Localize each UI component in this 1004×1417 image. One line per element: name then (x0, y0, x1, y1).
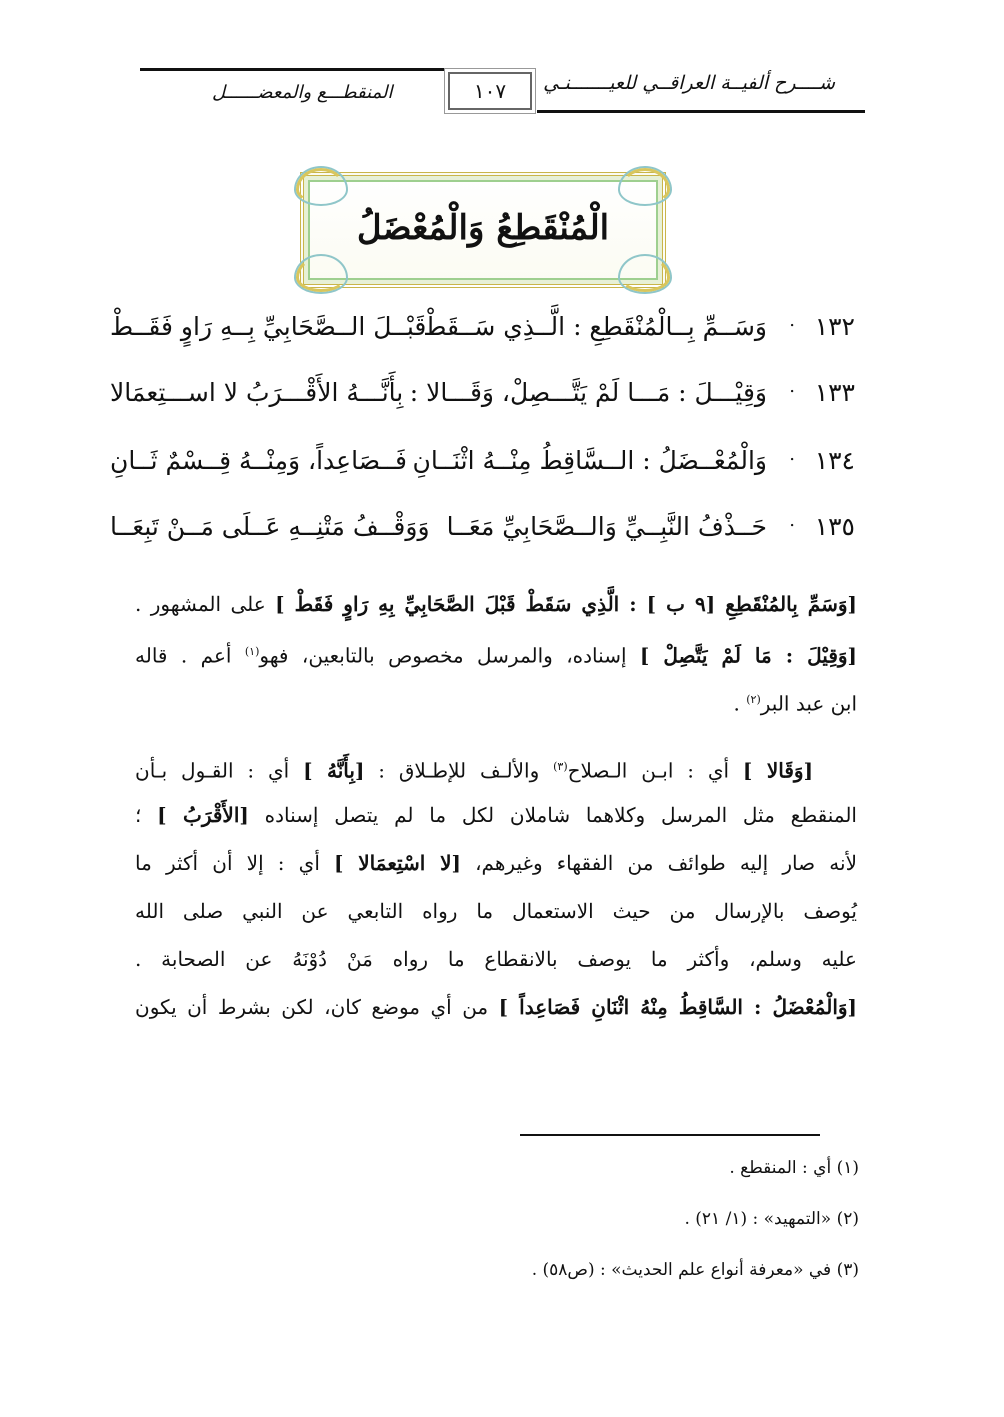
footnote-ref[interactable]: (١) (244, 645, 260, 658)
text-span: من أي موضع كان، لكن بشرط أن يكون (135, 995, 499, 1019)
text-span: أعم . قاله (135, 643, 245, 668)
ornament-icon (296, 256, 346, 292)
verse-hemistich-first: وَقِيْـــلَ : مَـــا لَمْ يَتَّـــصِلْ، وَقَـــالا : (409, 378, 767, 407)
page-number: ١٠٧ (448, 72, 532, 110)
text-line (135, 743, 857, 791)
header-rule-left (140, 68, 445, 71)
verse-dot: . (789, 510, 795, 531)
text-span: ابن عبد البر (760, 691, 857, 716)
text-span: أي : ابـن الـصلاح (567, 758, 743, 783)
text-line (135, 791, 857, 839)
verse-line (110, 378, 855, 418)
chapter-title: المنقطـــع والمعضــــــل (212, 82, 393, 103)
text-span: أي : القـول بـأن (135, 758, 304, 783)
quoted-verse: [لا اسْتِعمَالا ] (334, 851, 461, 875)
quoted-verse: [الأَقْرَبُ ] (157, 803, 249, 827)
quoted-verse: [وَقَالا ] (742, 758, 814, 783)
text-span: إسناده، والمرسل مخصوص بالتابعين، فهو (259, 643, 640, 668)
footnote: (٣) في «معرفة أنواع علم الحديث» : (ص٥٨) . (531, 1260, 859, 1280)
text-line (135, 676, 857, 724)
quoted-verse: [وَسَمِّ بِالمُنْقَطِعِ [٩ ب ] : الَّذِي سَقَطْ قَبْلَ الصَّحَابِيِّ بِهِ رَاوٍ فَقَطْ ] (275, 592, 857, 616)
text-span: . (733, 691, 747, 716)
verse-hemistich-first: حَــذْفُ النَّبِــيِّ وَالــصَّحَابِيِّ مَعَــا (446, 512, 767, 541)
section-title: الْمُنْقَطِعُ وَالْمُعْضَلُ (356, 208, 610, 248)
text-span: المنقطع مثل المرسل وكلاهما شاملان لكل ما لم يتصل إسناده (248, 803, 857, 827)
verse-number: ١٣٢ (814, 312, 855, 341)
verse-hemistich-first: وَالْمُعْــضَلُ : الــسَّاقِطُ مِنْــهُ اثْنَــانِ (412, 446, 767, 475)
text-line (135, 935, 857, 983)
text-line (135, 983, 857, 1031)
text-line (135, 839, 857, 887)
text-span: ؛ (135, 803, 158, 827)
verse-line (110, 512, 855, 552)
verse-hemistich-second: قَبْــلَ الــصَّحَابِيِّ بِــهِ رَاوٍ فَقَــطْ (110, 312, 427, 341)
verse-hemistich-second: فَــصَاعِداً، وَمِنْــهُ قِــسْمٌ ثَــانِ (110, 446, 407, 475)
verse-line (110, 312, 855, 352)
footnote: (١) أي : المنقطع . (729, 1158, 859, 1178)
verse-dot: . (789, 310, 795, 331)
verse-number: ١٣٥ (814, 512, 855, 541)
quoted-verse: [وَالْمُعْضَلُ : السَّاقِطُ مِنْهُ اثْنَانِ فَصَاعِداً ] (498, 995, 857, 1019)
header-rule-right (537, 110, 865, 113)
footnote-ref[interactable]: (٢) (746, 693, 761, 706)
verse-hemistich-second: بِأَنَّـــهُ الأَقْـــرَبُ لا اســـتِعمَالا (110, 378, 404, 407)
verse-hemistich-second: وَوَقْــفُ مَتْنِــهِ عَــلَى مَــنْ تَبِعَــا (110, 512, 430, 541)
footnote-rule (520, 1134, 820, 1136)
commentary-paragraph (135, 580, 857, 724)
text-span: والألـف للإطـلاق : (364, 758, 554, 783)
verse-number: ١٣٤ (814, 446, 855, 475)
verse-number: ١٣٣ (814, 378, 855, 407)
text-span: عليه وسلم، وأكثر ما يوصف بالانقطاع ما رواه مَنْ دُوْنَهُ عن الصحابة . (135, 947, 857, 971)
verse-line (110, 446, 855, 486)
verse-dot: . (789, 444, 795, 465)
ornament-icon (620, 168, 670, 204)
text-line (135, 628, 857, 676)
text-line (135, 580, 857, 628)
ornament-icon (620, 256, 670, 292)
text-line (135, 887, 857, 935)
text-span: أي : إلا أن أكثر ما (135, 851, 335, 875)
quoted-verse: [بِأَنَّهُ ] (303, 758, 365, 783)
running-header (140, 68, 865, 120)
book-title: شــــرح ألفيــة العراقــي للعيـــــــنـي (543, 72, 835, 94)
text-span: يُوصف بالإرسال من حيث الاستعمال ما رواه التابعي عن النبي صلى الله (135, 899, 857, 923)
quoted-verse: [وَقِيْلَ : مَا لَمْ يَتَّصِلْ ] (639, 643, 858, 668)
verse-hemistich-first: وَسَــمِّ بِــالْمُنْقَطِعِ : الَّــذِي سَــقَطْ (423, 312, 767, 341)
commentary-paragraph (135, 743, 857, 1031)
footnote-ref[interactable]: (٣) (553, 760, 568, 773)
text-span: لأنه صار إليه طوائف من الفقهاء وغيرهم، (460, 851, 857, 875)
verse-dot: . (789, 376, 795, 397)
footnote: (٢) «التمهيد» : (١/ ٢١) . (684, 1209, 859, 1229)
section-title-frame (300, 172, 666, 288)
text-span: على المشهور . (135, 592, 276, 616)
ornament-icon (296, 168, 346, 204)
